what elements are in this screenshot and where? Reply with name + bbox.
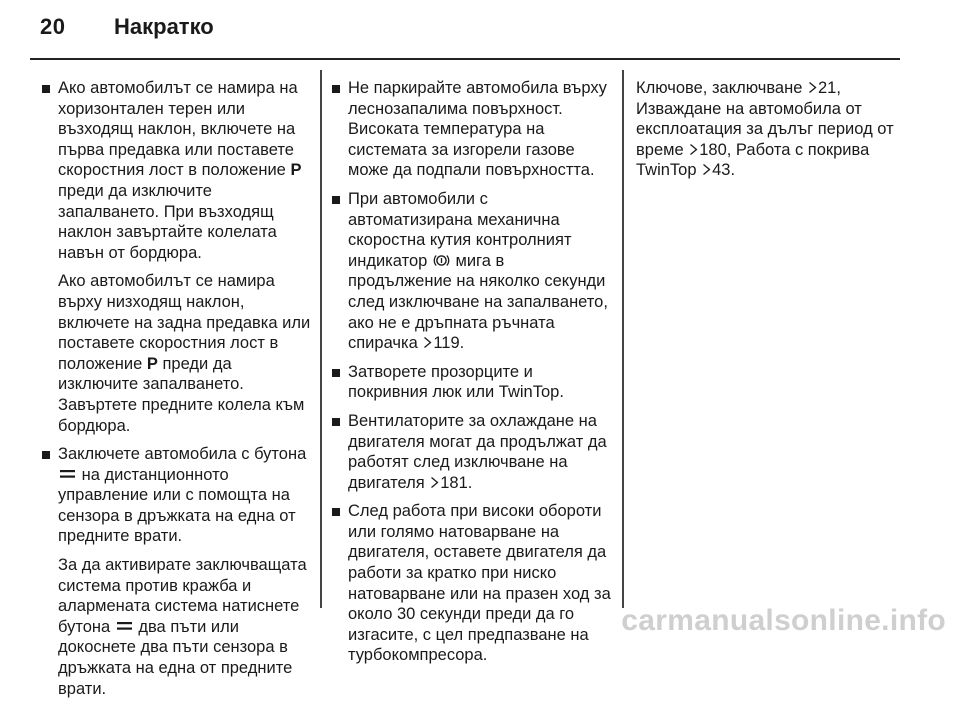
page-reference-link[interactable]: 21 xyxy=(817,79,837,97)
text-segment: Вентилаторите за охлаждане на двигателя могат да продължат да работят след изключване на двигателя xyxy=(348,411,607,492)
page-reference-arrow-icon xyxy=(430,476,439,489)
page-reference-link[interactable]: 180 xyxy=(699,140,727,159)
header-rule xyxy=(30,58,900,60)
bullet-automated-gearbox xyxy=(330,189,612,354)
text-segment: При автомобили с автоматизирана механична скоростна кутия контролният индикатор xyxy=(348,189,572,270)
remote-lock-button-icon xyxy=(60,469,75,479)
bullet-turbocharger: След работа при високи обороти или голямо натоварване на двигателя, оставете двигателя да работи за кратко при ниско натоварване или на празен ход за около 30 секунди преди да го изгасите, с цел предпазване на турбокомпресора. xyxy=(330,501,612,666)
gear-position-p: P xyxy=(290,161,302,180)
text-segment: Заключете автомобила с бутона xyxy=(58,445,307,464)
text-segment: , Работа с покрива TwinTop xyxy=(636,140,870,180)
text-segment: . xyxy=(730,161,736,180)
page-reference: 181 xyxy=(440,473,468,492)
text-segment: преди да изключите запалването. Завъртете предните колела към бордюра. xyxy=(58,354,305,435)
column-3 xyxy=(636,78,908,181)
text-segment: Ако автомобилът се намира на хоризонтален терен или възходящ наклон, включете на първа предавка или поставете скоростния лост в положение xyxy=(58,79,298,180)
text-segment: мига в продължение на няколко секунди след изключване на запалването, ако не е дръпната ръчната спирачка xyxy=(348,251,608,353)
watermark: carmanualsonline.info xyxy=(621,604,946,637)
text-segment: . xyxy=(467,473,473,492)
page-reference-arrow-icon xyxy=(689,143,698,156)
text-segment: . xyxy=(459,334,465,353)
column-1 xyxy=(40,78,312,707)
remote-lock-button-icon xyxy=(117,621,132,631)
text-segment: на дистанционното управление или с помощта на сензора в дръжката на една от предните врати. xyxy=(58,465,296,546)
bullet-close-windows: Затворете прозорците и покривния люк или TwinTop. xyxy=(330,362,612,403)
page-reference-arrow-icon xyxy=(808,81,817,94)
page-number: 20 xyxy=(40,14,66,39)
page-reference: 119 xyxy=(433,334,460,353)
page-title: Накратко xyxy=(114,14,214,39)
text-segment: два пъти или докоснете два пъти сензора в дръжката на една от предните врати. xyxy=(58,617,293,698)
text-segment: преди да изключите запалването. При възходящ наклон завъртайте колелата навън от бордюра. xyxy=(58,181,277,262)
text-segment: Ключове, заключване xyxy=(636,79,807,97)
gear-position-p: P xyxy=(146,354,158,373)
column-2 xyxy=(330,78,612,674)
paragraph-alarm xyxy=(40,555,312,699)
column-divider-2 xyxy=(622,70,624,608)
column-divider-1 xyxy=(320,70,322,608)
page-reference-link[interactable]: 43 xyxy=(712,161,731,180)
bullet-flammable-surface: Не паркирайте автомобила върху леснозапалима повърхност. Високата температура на системата за изгорели газове може да подпали повърхността. xyxy=(330,78,612,181)
text-segment: , Изваждане на автомобила от експлоатация за дълъг период от време xyxy=(636,79,894,159)
bullet-parking-incline xyxy=(40,78,312,263)
bullet-cooling-fans xyxy=(330,411,612,493)
cross-references xyxy=(636,78,908,181)
gearbox-control-indicator-icon xyxy=(433,252,450,269)
text-segment: За да активирате заключващата система против кражба и алармената система натиснете бутона xyxy=(58,556,307,636)
page-reference-arrow-icon xyxy=(702,163,711,176)
bullet-lock-vehicle xyxy=(40,444,312,547)
paragraph-downhill xyxy=(40,271,312,436)
page-reference-arrow-icon xyxy=(423,336,432,349)
text-segment: Ако автомобилът се намира върху низходящ наклон, включете на задна предавка или поставете скоростния лост в положение xyxy=(58,272,311,373)
